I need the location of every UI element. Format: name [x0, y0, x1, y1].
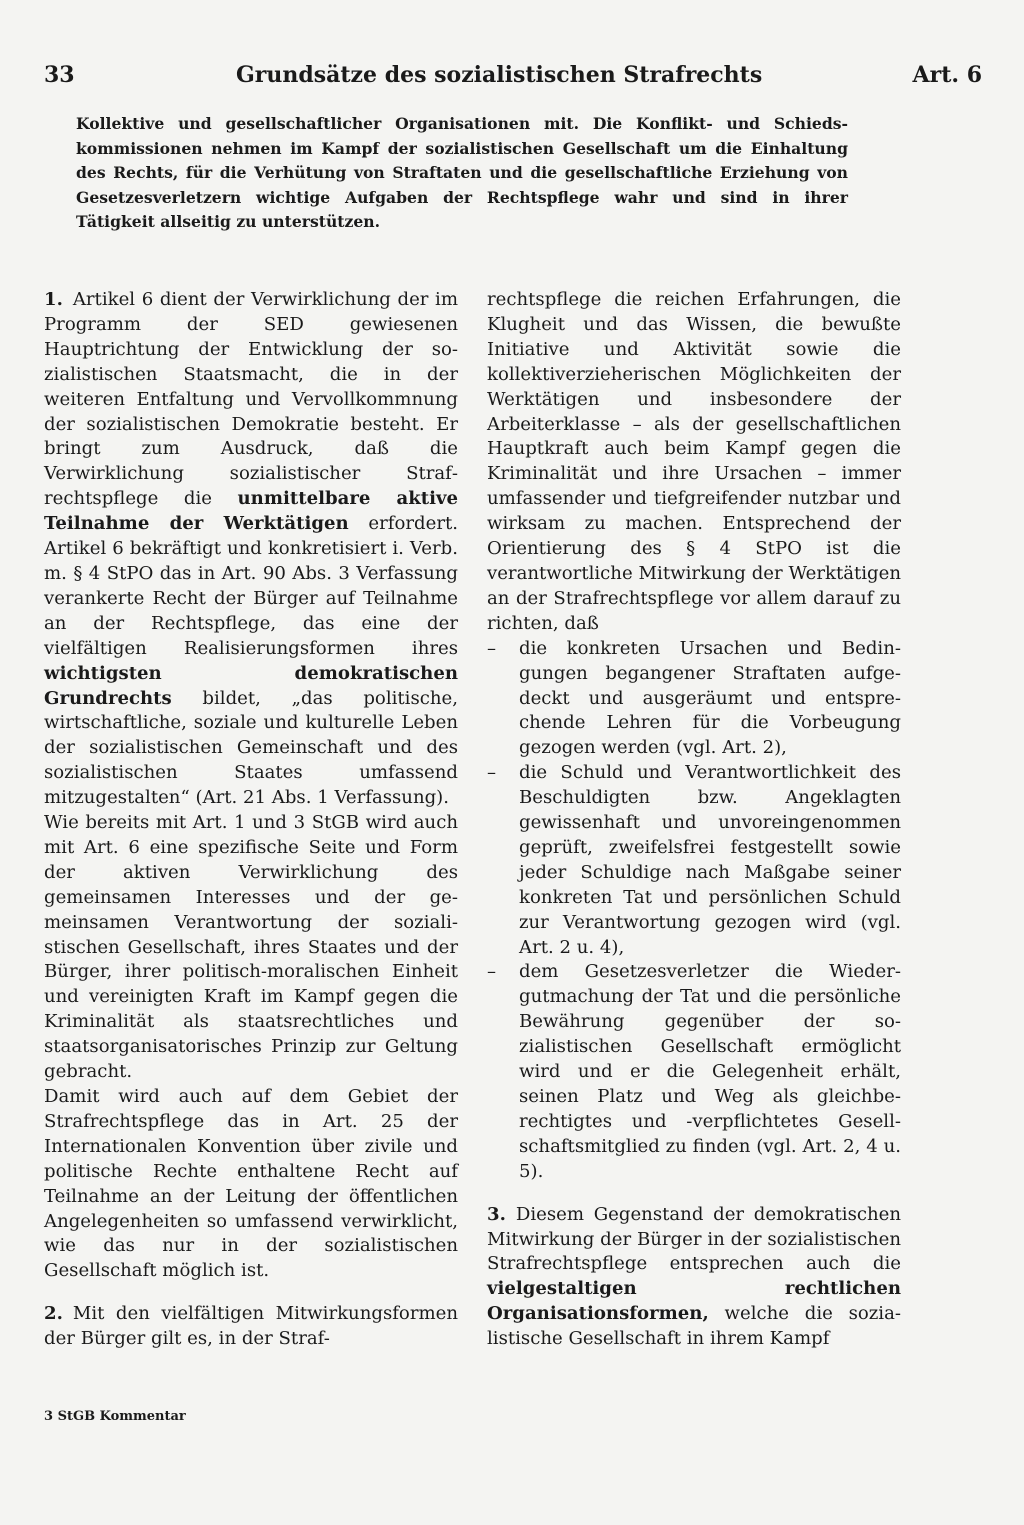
emphasis-text: wichtigsten demokratischen Grundrechts — [44, 662, 458, 709]
paragraph-number: 1. — [44, 289, 63, 310]
article-label: Art. 6 — [912, 62, 982, 88]
page-header — [44, 62, 982, 94]
left-column — [44, 288, 458, 1352]
text-run: erfordert. Artikel 6 bekräftigt und konkretisiert i. Verb. m. § 4 StPO das in Art. 90 Abs. 3 Verfassung verankerte Recht der Bürger auf Teilnahme an der Rechtspflege, das eine der vielfältigen Realisierungsformen ihres — [44, 513, 458, 659]
paragraph-number: 3. — [487, 1203, 506, 1225]
list-item: – die Schuld und Verantwortlichkeit des Beschuldigten bzw. Angeklagten gewissenhaft und unvoreingenommen geprüft, zweifelsfrei festgestellt sowie jeder Schuldige nach Maßgabe seiner konkreten Tat und persönlichen Schuld zur Verantwortung gezogen wird (vgl. Art. 2 u. 4), — [487, 761, 901, 960]
text-run: bildet, „das politische, wirtschaftliche, soziale und kulturelle Leben der sozialistischen Gemeinschaft und des sozialistischen Staates umfassend mitzugestalten“ (Art. 21 Abs. 1 Verfassung). — [44, 687, 458, 809]
list-item: – die konkreten Ursachen und Bedingungen begangener Straftaten aufgedeckt und ausgeräumt und entsprechende Lehren für die Vorbeugung gezogen werden (vgl. Art. 2), — [487, 637, 901, 762]
text-run: Mit den vielfältigen Mitwirkungsformen der Bürger gilt es, in der Straf- — [44, 1303, 458, 1350]
right-column — [487, 288, 901, 1352]
paragraph-1 — [44, 288, 458, 811]
running-title: Grundsätze des sozialistischen Strafrechts — [236, 62, 763, 88]
emphasis-text: vielgestaltigen rechtlichen Organisationsformen, — [487, 1278, 901, 1325]
text-run: Artikel 6 dient der Verwirklichung der im Programm der SED gewiesenen Hauptrichtung der Entwicklung der sozialistischen Staatsmacht, die in der weiteren Entfaltung und Vervollkommnung der sozialistischen Demokratie besteht. Er bringt zum Ausdruck, daß die Verwirklichung sozialistischer Strafrechtspflege die — [44, 289, 458, 510]
dash-list — [487, 637, 901, 1185]
paragraph-2 — [44, 1302, 458, 1352]
page-footer: 3 StGB Kommentar — [44, 1409, 186, 1424]
text-run: welche die sozialistische Gesellschaft in ihrem Kampf — [487, 1303, 901, 1350]
paragraph-number: 2. — [44, 1303, 63, 1325]
list-item: – dem Gesetzesverletzer die Wiedergutmachung der Tat und die persönliche Bewährung gegenüber der sozialistischen Gesellschaft ermöglicht wird und er die Gelegenheit erhält, seinen Platz und Weg als gleichberechtigtes und -verpflichtetes Gesellschaftsmitglied zu finden (vgl. Art. 2, 4 u. 5). — [487, 960, 901, 1184]
paragraph-2-continued: rechtspflege die reichen Erfahrungen, die Klugheit und das Wissen, die bewußte Initiative und Aktivität sowie die kollektiverzieherischen Möglichkeiten der Werktätigen und insbesondere der Arbeiterklasse – als der gesellschaftlichen Hauptkraft auch beim Kampf gegen die Kriminalität und ihre Ursachen – immer umfassender und tiefgreifender nutzbar und wirksam zu machen. Entsprechend der Orientierung des § 4 StPO ist die verantwortliche Mitwirkung der Werktätigen an der Strafrechtspflege vor allem darauf zu richten, daß — [487, 289, 901, 634]
text-run: Diesem Gegenstand der demokratischen Mitwirkung der Bürger in der sozialistischen Strafrechtspflege entsprechen auch die — [487, 1203, 901, 1275]
paragraph-1c: Damit wird auch auf dem Gebiet der Strafrechtspflege das in Art. 25 der Internationalen Konvention über zivile und politische Rechte enthaltene Recht auf Teilnahme an der Leitung der öffentlichen Angelegenheiten so umfassend verwirklicht, wie das nur in der sozialistischen Gesellschaft möglich ist. — [44, 1086, 458, 1282]
page-number: 33 — [44, 62, 75, 88]
article-lead-text: Kollektive und gesellschaftlicher Organisationen mit. Die Konflikt- und Schiedskommissionen nehmen im Kampf der sozialistischen Gesellschaft um die Einhaltung des Rechts, für die Verhütung von Straftaten und die gesellschaftliche Erziehung von Gesetzesverletzern wichtige Aufgaben der Rechtspflege wahr und sind in ihrer Tätigkeit allseitig zu unterstützen. — [76, 114, 848, 231]
emphasis-text: unmittelbare aktive Teilnahme der Werktätigen — [44, 488, 458, 535]
paragraph-1b: Wie bereits mit Art. 1 und 3 StGB wird auch mit Art. 6 eine spezifische Seite und Form der aktiven Verwirklichung des gemeinsamen Interesses und der gemeinsamen Verantwortung der sozialistischen Gesellschaft, ihres Staates und der Bürger, ihrer politisch-moralischen Einheit und vereinigten Kraft im Kampf gegen die Kriminalität als staatsrechtliches und staatsorganisatorisches Prinzip zur Geltung gebracht. — [44, 812, 458, 1083]
paragraph-3 — [487, 1203, 901, 1352]
